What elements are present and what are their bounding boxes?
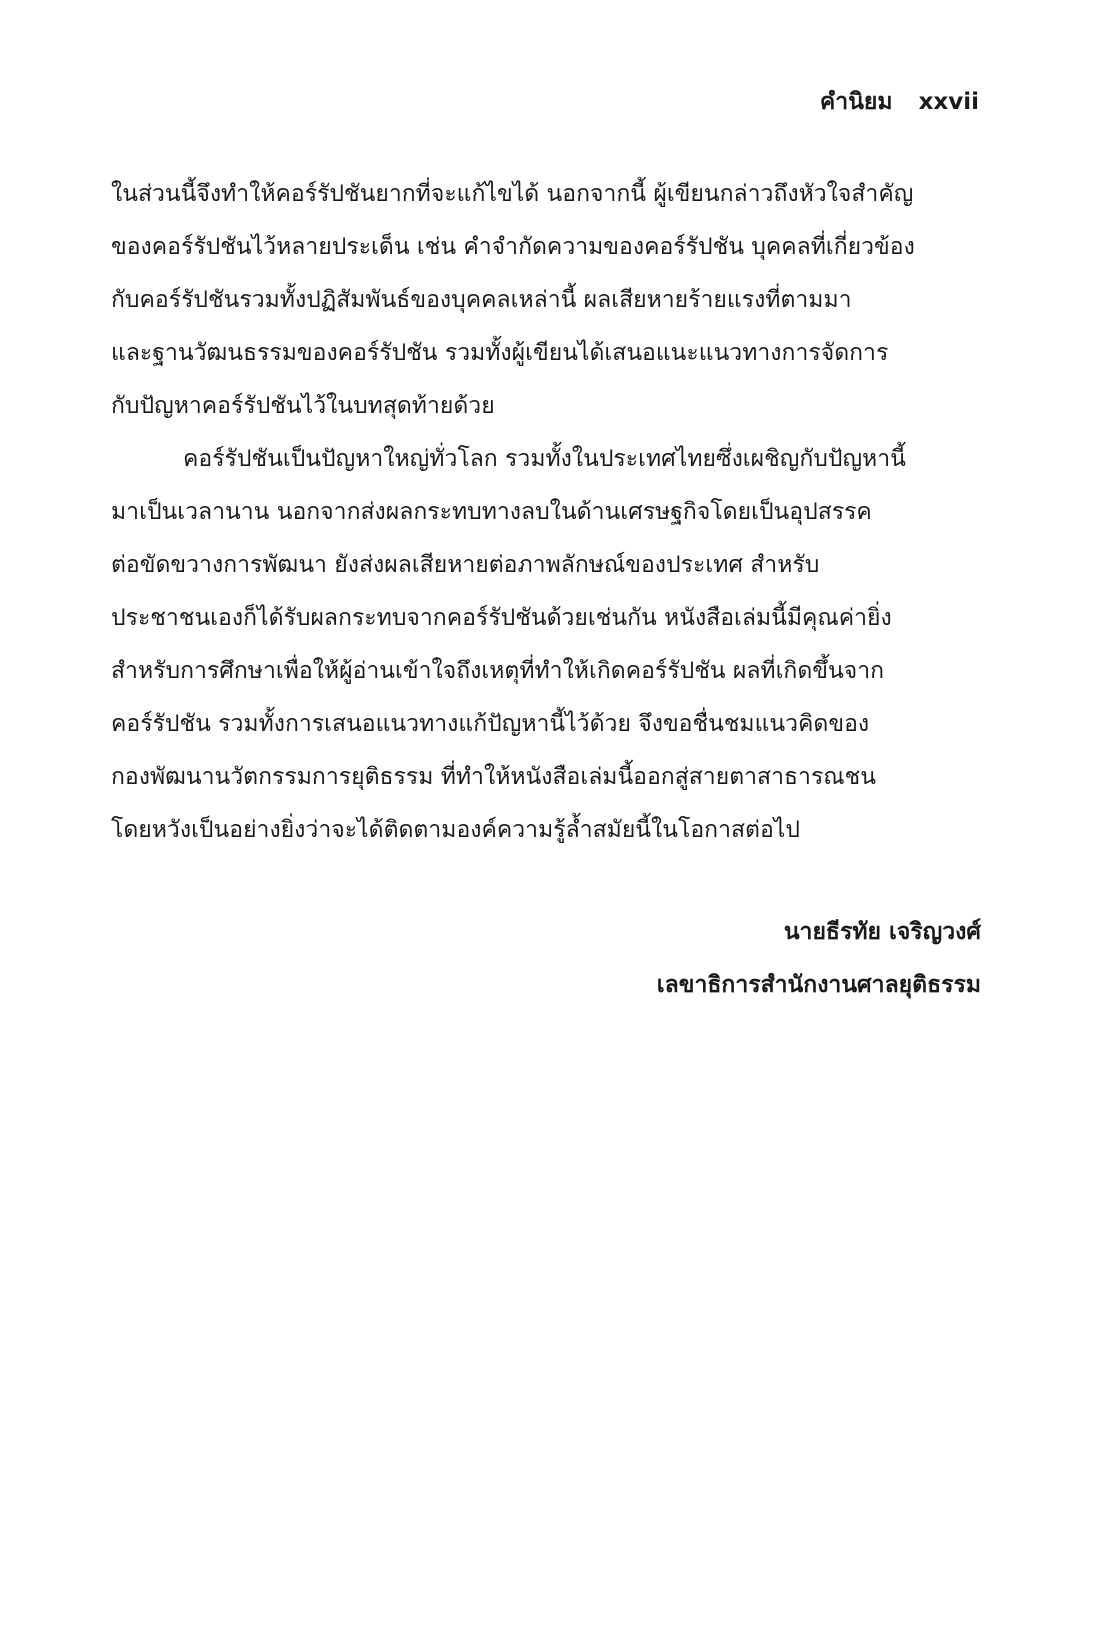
paragraph-line: สำหรับการศึกษาเพื่อให้ผู้อ่านเข้าใจถึงเหตุที่ทำให้เกิดคอร์รัปชัน ผลที่เกิดขึ้นจาก <box>111 658 885 684</box>
paragraph-line: ต่อขัดขวางการพัฒนา ยังส่งผลเสียหายต่อภาพลักษณ์ของประเทศ สำหรับ <box>111 552 820 578</box>
body-text <box>111 168 981 857</box>
paragraph-line: ของคอร์รัปชันไว้หลายประเด็น เช่น คำจำกัดความของคอร์รัปชัน บุคคลที่เกี่ยวข้อง <box>111 234 915 260</box>
paragraph-line: กับปัญหาคอร์รัปชันไว้ในบทสุดท้ายด้วย <box>111 393 495 419</box>
paragraph-line: ในส่วนนี้จึงทำให้คอร์รัปชันยากที่จะแก้ไขได้ นอกจากนี้ ผู้เขียนกล่าวถึงหัวใจสำคัญ <box>111 181 914 207</box>
paragraph-line: มาเป็นเวลานาน นอกจากส่งผลกระทบทางลบในด้านเศรษฐกิจโดยเป็นอุปสรรค <box>111 499 872 525</box>
running-header <box>820 84 979 120</box>
signatory-name: นายธีรทัย เจริญวงศ์ <box>783 919 981 945</box>
page-number: xxvii <box>918 89 979 115</box>
paragraph-line: และฐานวัฒนธรรมของคอร์รัปชัน รวมทั้งผู้เขียนได้เสนอแนะแนวทางการจัดการ <box>111 340 889 366</box>
paragraph-line: โดยหวังเป็นอย่างยิ่งว่าจะได้ติดตามองค์ความรู้ล้ำสมัยนี้ในโอกาสต่อไป <box>111 817 800 843</box>
paragraph-line: กับคอร์รัปชันรวมทั้งปฏิสัมพันธ์ของบุคคลเหล่านี้ ผลเสียหายร้ายแรงที่ตามมา <box>111 287 852 313</box>
paragraph-line: กองพัฒนานวัตกรรมการยุติธรรม ที่ทำให้หนังสือเล่มนี้ออกสู่สายตาสาธารณชน <box>111 764 876 790</box>
signatory-position: เลขาธิการสำนักงานศาลยุติธรรม <box>656 972 981 998</box>
paragraph-line: คอร์รัปชัน รวมทั้งการเสนอแนวทางแก้ปัญหานี้ไว้ด้วย จึงขอชื่นชมแนวคิดของ <box>111 711 870 737</box>
paragraph-line: ประชาชนเองก็ได้รับผลกระทบจากคอร์รัปชันด้วยเช่นกัน หนังสือเล่มนี้มีคุณค่ายิ่ง <box>111 605 892 631</box>
paragraph-first-line: คอร์รัปชันเป็นปัญหาใหญ่ทั่วโลก รวมทั้งในประเทศไทยซึ่งเผชิญกับปัญหานี้ <box>183 446 906 472</box>
section-title: คำนิยม <box>819 89 893 115</box>
signature-block <box>657 906 981 1012</box>
